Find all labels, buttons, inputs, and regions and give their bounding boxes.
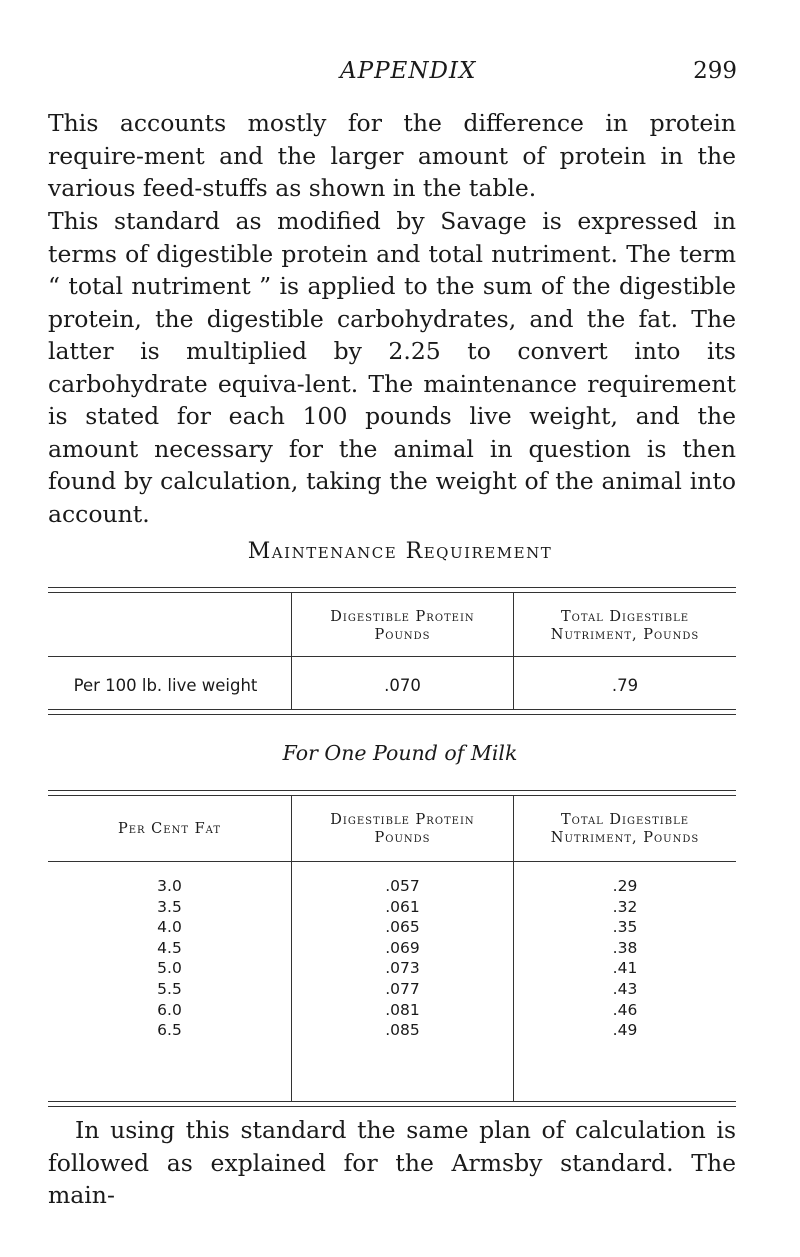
- column-header-line: Total Digestible: [560, 609, 690, 625]
- column-header-protein: [292, 608, 513, 644]
- cell-protein: .081: [385, 1000, 420, 1019]
- paragraph-3: In using this standard the same plan of calculation is followed as explained for the Armsby standard. The main-: [48, 1116, 736, 1209]
- cell-nutriment: .38: [612, 938, 638, 957]
- cell-fat: 6.0: [157, 1000, 182, 1019]
- cell-protein: .061: [385, 897, 420, 916]
- cell-fat: 3.0: [157, 877, 182, 895]
- cell-fat: 4.0: [157, 918, 182, 937]
- cell-fat: 5.0: [157, 959, 182, 978]
- cell-fat: 5.5: [157, 979, 182, 998]
- table-rule: [48, 656, 736, 657]
- cell-nutriment: .29: [612, 877, 638, 895]
- milk-table-title: For One Pound of Milk: [282, 741, 518, 765]
- cell-protein: .057: [385, 877, 420, 895]
- table-rule: [48, 709, 736, 715]
- cell-fat: 4.5: [157, 938, 182, 957]
- protein-column: [292, 876, 513, 1041]
- paragraph-2: This standard as modified by Savage is expressed in terms of digestible protein and total nutriment. The term “ total nutriment ” is applied to the sum of the digestible protein, the digestible carbohydrates, and the fat. The latter is multiplied by 2.25 to convert into its carbohydrate equiva-lent. The maintenance requirement is stated for each 100 pounds live weight, and the amount necessary for the animal in question is then found by calculation, taking the weight of the animal into account.: [48, 207, 736, 528]
- cell-fat: 6.5: [157, 1021, 182, 1040]
- cell-protein: .069: [385, 938, 420, 957]
- column-header-line: Pounds: [374, 627, 431, 643]
- page-number: 299: [693, 58, 737, 84]
- cell-nutriment: .46: [612, 1000, 638, 1019]
- column-header-line: Nutriment, Pounds: [550, 830, 700, 846]
- column-header-line: Digestible Protein: [330, 609, 475, 625]
- running-header: [0, 58, 800, 92]
- cell-protein: .070: [384, 676, 421, 695]
- column-header-line: Digestible Protein: [330, 812, 475, 828]
- column-header-line: Pounds: [374, 830, 431, 846]
- cell-nutriment: .41: [612, 959, 638, 978]
- cell-nutriment: .32: [612, 897, 638, 916]
- cell-fat: 3.5: [157, 897, 182, 916]
- cell-protein: .065: [385, 918, 420, 937]
- cell-protein: .077: [385, 979, 420, 998]
- row-label: Per 100 lb. live weight: [73, 676, 258, 695]
- table-rule: [48, 790, 736, 796]
- cell-protein: .073: [385, 959, 420, 978]
- cell-nutriment: .79: [611, 676, 639, 695]
- column-header-nutriment: [514, 608, 736, 644]
- fat-column: [48, 876, 291, 1041]
- maintenance-table-title: Maintenance Requirement: [247, 539, 553, 564]
- column-header-line: Total Digestible: [560, 812, 690, 828]
- cell-nutriment: .43: [612, 979, 638, 998]
- cell-nutriment: .35: [612, 918, 638, 937]
- column-header-fat: Per Cent Fat: [117, 821, 222, 837]
- column-header-protein: [292, 811, 513, 847]
- column-header-nutriment: [514, 811, 736, 847]
- nutriment-column: [514, 876, 736, 1041]
- table-rule: [48, 861, 736, 862]
- paragraph-1: This accounts mostly for the difference in protein require-ment and the larger amount of protein in the various feed-stuffs as shown in the table.: [48, 109, 736, 202]
- running-header-title: APPENDIX: [340, 58, 477, 84]
- column-header-line: Nutriment, Pounds: [550, 627, 700, 643]
- table-rule: [48, 587, 736, 593]
- table-rule: [48, 1101, 736, 1107]
- cell-nutriment: .49: [612, 1021, 638, 1040]
- cell-protein: .085: [385, 1021, 420, 1040]
